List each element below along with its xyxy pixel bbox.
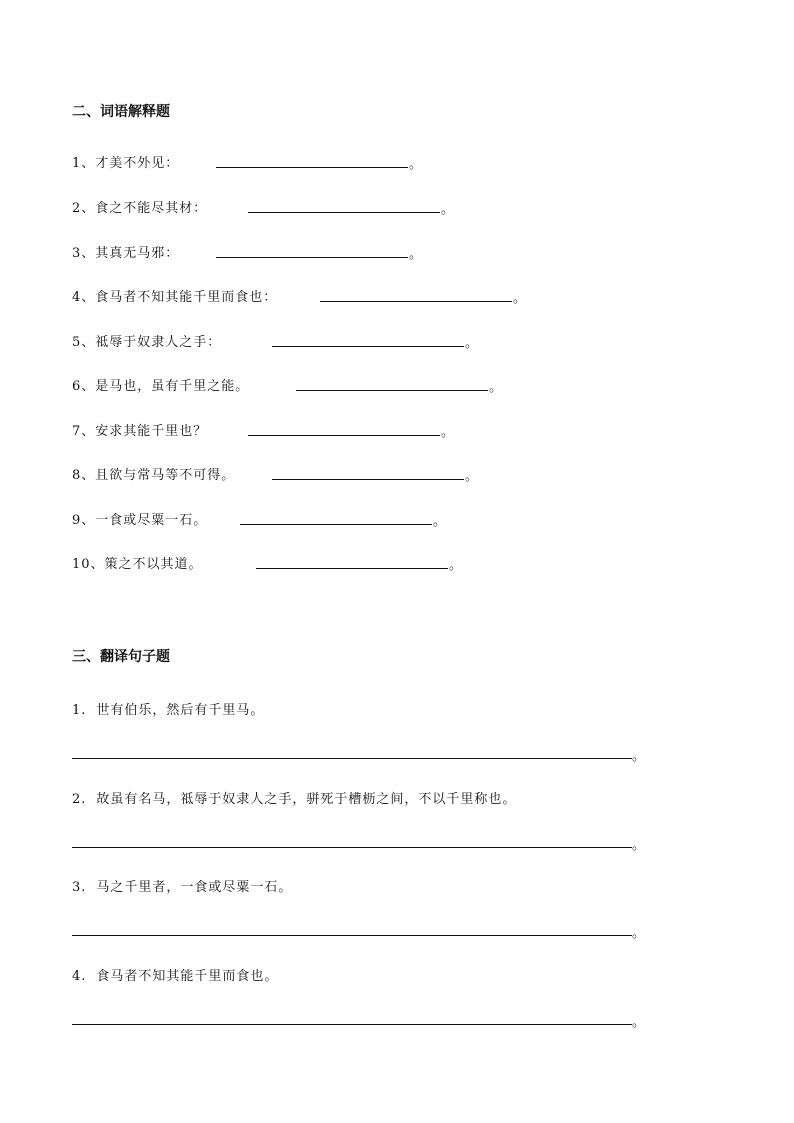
item-sentence: 故虽有名马，祗辱于奴隶人之手，骈死于槽枥之间，不以千里称也。 <box>96 792 517 807</box>
item-number: 1. <box>72 703 87 718</box>
item-prompt: 且欲与常马等不可得。 <box>95 468 236 483</box>
item-period: 。 <box>433 514 448 529</box>
translation-answer-line[interactable] <box>72 847 632 848</box>
item-prompt: 祗辱于奴隶人之手： <box>95 335 222 350</box>
translation-item-1 <box>72 699 264 719</box>
item-number: 8、 <box>72 468 96 483</box>
item-prompt: 食之不能尽其材： <box>95 201 208 216</box>
item-prompt: 一食或尽粟一石。 <box>95 513 208 528</box>
item-number: 2. <box>72 792 87 807</box>
answer-blank[interactable] <box>240 509 432 525</box>
vocab-item-2 <box>72 197 456 217</box>
item-period: 。 <box>449 558 464 573</box>
item-number: 3. <box>72 880 87 895</box>
vocab-item-5 <box>72 331 480 351</box>
translation-answer-line[interactable] <box>72 758 632 759</box>
item-prompt: 食马者不知其能千里而食也： <box>95 290 278 305</box>
item-number: 5、 <box>72 335 96 350</box>
item-period: 。 <box>465 469 480 484</box>
answer-blank[interactable] <box>216 152 408 168</box>
vocab-item-10 <box>72 553 464 573</box>
section-heading-vocabulary: 二、词语解释题 <box>72 104 170 120</box>
answer-period: 。 <box>632 749 646 764</box>
answer-period: 。 <box>632 838 646 853</box>
item-sentence: 食马者不知其能千里而食也。 <box>96 969 279 984</box>
item-period: 。 <box>409 157 424 172</box>
answer-blank[interactable] <box>248 197 440 213</box>
item-number: 7、 <box>72 424 96 439</box>
answer-period: 。 <box>632 926 646 941</box>
item-number: 10、 <box>72 557 105 572</box>
translation-item-4 <box>72 965 278 985</box>
answer-blank[interactable] <box>320 286 512 302</box>
item-number: 4、 <box>72 290 96 305</box>
vocab-item-7 <box>72 420 456 440</box>
item-prompt: 安求其能千里也？ <box>95 424 208 439</box>
vocab-item-1 <box>72 152 424 172</box>
item-number: 6、 <box>72 379 96 394</box>
answer-blank[interactable] <box>216 242 408 258</box>
vocab-item-4 <box>72 286 528 306</box>
answer-blank[interactable] <box>272 464 464 480</box>
vocab-item-9 <box>72 509 448 529</box>
answer-blank[interactable] <box>296 375 488 391</box>
answer-blank[interactable] <box>256 553 448 569</box>
vocab-item-3 <box>72 242 424 262</box>
item-sentence: 世有伯乐，然后有千里马。 <box>96 703 265 718</box>
answer-blank[interactable] <box>272 331 464 347</box>
item-number: 1、 <box>72 156 96 171</box>
item-number: 2、 <box>72 201 96 216</box>
translation-answer-line[interactable] <box>72 1024 632 1025</box>
translation-answer-line[interactable] <box>72 935 632 936</box>
item-prompt: 是马也，虽有千里之能。 <box>95 379 250 394</box>
item-period: 。 <box>513 291 528 306</box>
item-number: 3、 <box>72 246 96 261</box>
answer-period: 。 <box>632 1015 646 1030</box>
translation-item-2 <box>72 788 516 808</box>
item-number: 9、 <box>72 513 96 528</box>
item-prompt: 策之不以其道。 <box>104 557 203 572</box>
translation-item-3 <box>72 876 292 896</box>
item-period: 。 <box>441 425 456 440</box>
vocab-item-8 <box>72 464 480 484</box>
item-period: 。 <box>441 202 456 217</box>
item-number: 4. <box>72 969 87 984</box>
item-period: 。 <box>489 380 504 395</box>
answer-blank[interactable] <box>248 420 440 436</box>
item-prompt: 其真无马邪： <box>95 246 180 261</box>
item-period: 。 <box>465 336 480 351</box>
section-heading-translation: 三、翻译句子题 <box>72 649 170 665</box>
item-period: 。 <box>409 247 424 262</box>
item-prompt: 才美不外见： <box>95 156 180 171</box>
item-sentence: 马之千里者，一食或尽粟一石。 <box>96 880 293 895</box>
vocab-item-6 <box>72 375 504 395</box>
